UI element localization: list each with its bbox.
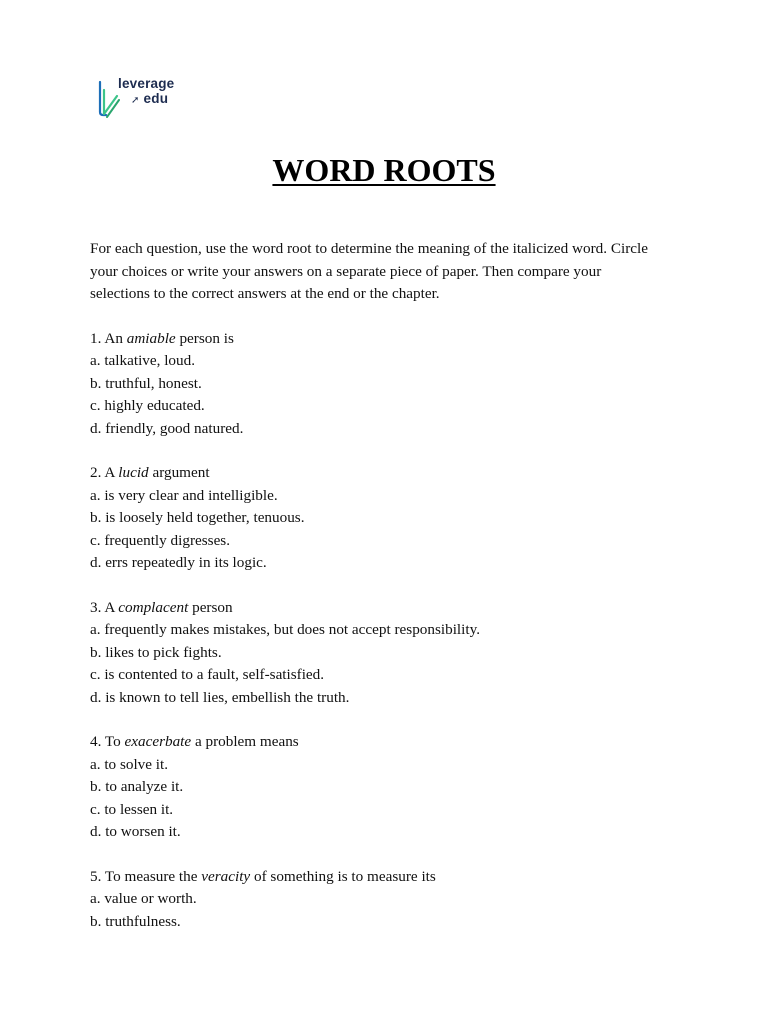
question-stem <box>90 866 650 889</box>
italicized-word: amiable <box>126 329 176 347</box>
question-prefix: 2. A <box>90 464 119 481</box>
answer-option: b. likes to pick fights. <box>90 643 222 661</box>
answer-option: d. friendly, good natured. <box>90 419 244 437</box>
question-block <box>90 328 650 441</box>
question-suffix: argument <box>148 464 210 481</box>
rocket-icon: ➚ <box>131 95 140 106</box>
answer-option: d. errs repeatedly in its logic. <box>90 554 267 571</box>
italicized-word: complacent <box>118 598 189 616</box>
logo-text-leverage: leverage <box>118 76 175 91</box>
question-prefix: 3. A <box>90 598 119 616</box>
answer-option: d. is known to tell lies, embellish the truth. <box>90 688 350 706</box>
answer-option: c. is contented to a fault, self-satisfied. <box>90 666 325 683</box>
answer-option: b. is loosely held together, tenuous. <box>90 509 305 526</box>
question-stem <box>90 597 650 620</box>
question-suffix: of something is to measure its <box>250 867 436 885</box>
question-block <box>90 597 650 710</box>
answer-option: b. truthful, honest. <box>90 374 202 392</box>
question-block <box>90 731 650 844</box>
italicized-word: exacerbate <box>124 733 192 750</box>
answer-option: b. to analyze it. <box>90 778 184 795</box>
question-stem <box>90 462 650 485</box>
logo-wordmark <box>118 76 174 108</box>
question-block <box>90 866 650 934</box>
answer-option: a. value or worth. <box>90 890 197 907</box>
italicized-word: lucid <box>118 464 149 481</box>
answer-option: d. to worsen it. <box>90 823 181 840</box>
answer-option: a. to solve it. <box>90 755 169 773</box>
answer-option: c. frequently digresses. <box>90 531 231 549</box>
question-suffix: person <box>188 598 233 616</box>
question-stem <box>90 731 650 754</box>
italicized-word: veracity <box>201 867 251 885</box>
question-suffix: person is <box>175 329 234 347</box>
question-list <box>90 328 650 934</box>
page-title: WORD ROOTS <box>272 152 496 188</box>
question-suffix: a problem means <box>191 733 299 750</box>
leverage-edu-logo <box>98 76 188 120</box>
worksheet-body <box>90 238 650 955</box>
answer-option: a. frequently makes mistakes, but does not accept responsibility. <box>90 621 480 638</box>
answer-option: a. talkative, loud. <box>90 352 196 369</box>
question-prefix: 1. An <box>90 329 127 347</box>
answer-option: b. truthfulness. <box>90 912 181 930</box>
logo-text-edu-label: edu <box>143 91 169 106</box>
question-stem <box>90 328 650 351</box>
logo-mark-icon <box>98 78 120 118</box>
logo-text-edu <box>118 91 174 108</box>
question-prefix: 5. To measure the <box>90 867 202 885</box>
instructions-paragraph: For each question, use the word root to determine the meaning of the italicized word. Circle your choices or write your answers on a separate piece of paper. Then compare your selections to the correct answers at the end or the chapter. <box>90 240 648 302</box>
question-prefix: 4. To <box>90 733 125 750</box>
answer-option: c. highly educated. <box>90 397 205 414</box>
answer-option: a. is very clear and intelligible. <box>90 486 278 504</box>
question-block <box>90 462 650 575</box>
answer-option: c. to lessen it. <box>90 800 174 818</box>
